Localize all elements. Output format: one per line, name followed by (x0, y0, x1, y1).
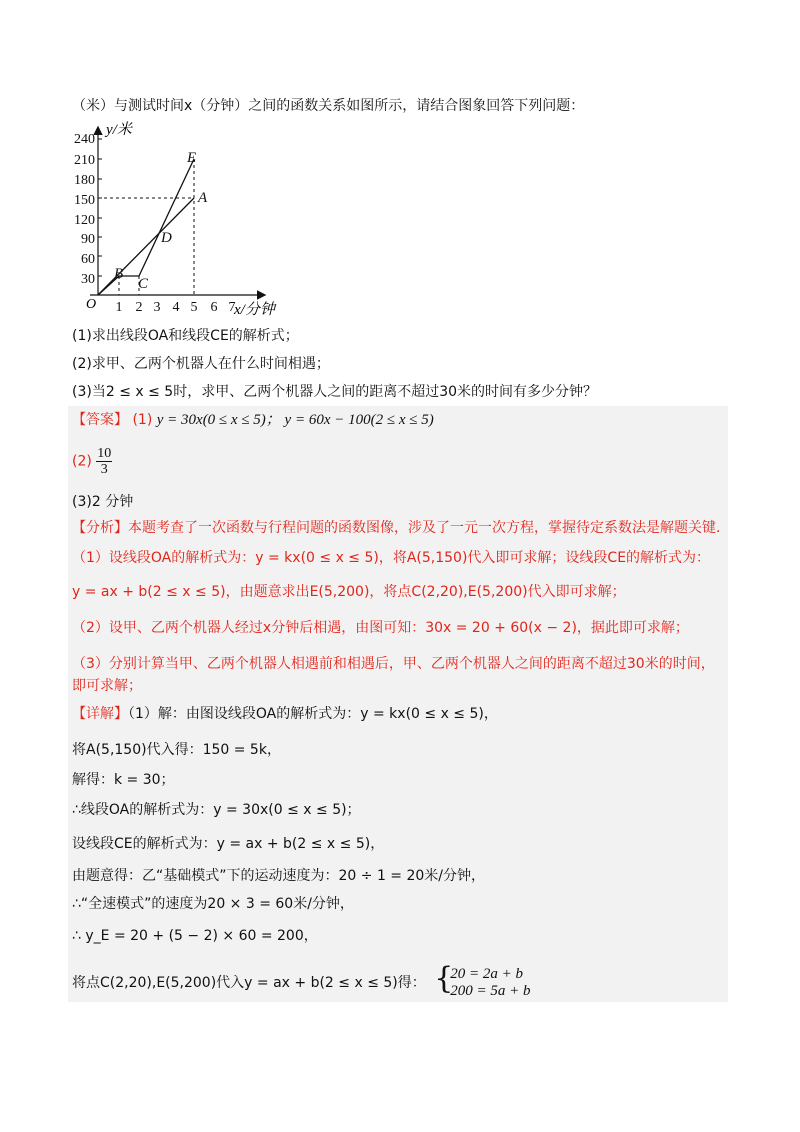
origin-label: O (86, 297, 97, 312)
detail-line-6: 由题意得：乙“基础模式”下的运动速度为：20 ÷ 1 = 20米/分钟， (72, 868, 486, 884)
analysis-p3-line1: （3）分别计算当甲、乙两个机器人相遇前和相遇后，甲、乙两个机器人之间的距离不超过30米的时间， (72, 656, 715, 672)
fraction-numerator: 10 (97, 446, 112, 461)
analysis-intro (72, 518, 730, 538)
detail-line-3: 解得：k = 30； (72, 772, 175, 788)
x-axis-label: x/分钟 (234, 302, 275, 318)
y-tick: 120 (74, 213, 95, 228)
answer-1-number: (1) (132, 412, 153, 428)
system-eq-1: 20 = 2a + b (450, 966, 523, 982)
fraction-denominator: 3 (100, 462, 108, 477)
answer-1: y = 30x(0 ≤ x ≤ 5)； y = 60x − 100(2 ≤ x ≤ 5) (156, 412, 434, 428)
intro-text: （米）与测试时间x（分钟）之间的函数关系如图所示，请结合图象回答下列问题： (72, 98, 585, 114)
answer-line-1 (72, 410, 434, 430)
analysis-tag: 【分析】 (72, 520, 128, 536)
detail-tag: 【详解】 (72, 706, 128, 722)
answer-2-number: (2) (72, 453, 92, 470)
detail-line-2: 将A(5,150)代入得：150 = 5k， (72, 742, 281, 758)
answer-line-2 (72, 446, 112, 477)
y-tick: 150 (74, 193, 95, 208)
x-tick: 7 (228, 300, 236, 315)
x-tick: 4 (172, 300, 180, 315)
segment-OBCE (98, 159, 194, 295)
question-3: (3)当2 ≤ x ≤ 5时，求甲、乙两个机器人之间的距离不超过30米的时间有多少分钟？ (72, 384, 598, 400)
detail-line-8: ∴ y_E = 20 + (5 − 2) × 60 = 200， (72, 928, 318, 944)
function-graph (68, 118, 288, 318)
equation-system (434, 961, 531, 1000)
y-tick: 60 (81, 252, 95, 267)
x-tick: 6 (210, 300, 218, 315)
point-A-label: A (198, 190, 208, 206)
y-ticks (74, 132, 95, 287)
y-tick: 180 (74, 173, 95, 188)
point-D-label: D (161, 230, 172, 246)
analysis-intro-text: 本题考查了一次函数与行程问题的函数图像，涉及了一元一次方程，掌握待定系数法是解题关键． (128, 520, 730, 536)
analysis-p1-line2: y = ax + b(2 ≤ x ≤ 5)，由题意求出E(5,200)，将点C(2,20),E(5,200)代入即可求解； (72, 584, 626, 600)
answer-3: (3)2 分钟 (72, 494, 134, 510)
detail-l9: 将点C(2,20),E(5,200)代入y = ax + b(2 ≤ x ≤ 5)得： (72, 975, 426, 991)
answer-tag: 【答案】 (72, 412, 128, 428)
point-C-label: C (138, 276, 149, 292)
y-tick: 240 (74, 132, 95, 147)
system-eq-2: 200 = 5a + b (450, 983, 531, 999)
detail-line-7: ∴“全速模式”的速度为20 × 3 = 60米/分钟， (72, 896, 354, 912)
answer-line-3 (72, 492, 133, 512)
x-tick: 1 (115, 300, 123, 315)
y-tick: 30 (81, 272, 95, 287)
point-B-label: B (114, 266, 124, 282)
detail-line-4: ∴线段OA的解析式为：y = 30x(0 ≤ x ≤ 5)； (72, 802, 361, 818)
question-2: (2)求甲、乙两个机器人在什么时间相遇； (72, 356, 330, 372)
system-brace: { (434, 961, 454, 996)
y-tick: 90 (81, 232, 95, 247)
question-1: (1)求出线段OA和线段CE的解析式； (72, 328, 299, 344)
detail-line-9 (72, 961, 531, 1000)
answer-2-fraction (96, 446, 112, 477)
analysis-p2: （2）设甲、乙两个机器人经过x分钟后相遇，由图可知：30x = 20 + 60(x − 2)，据此即可求解； (72, 620, 689, 636)
y-tick: 210 (74, 153, 95, 168)
detail-line-1 (72, 704, 498, 724)
x-tick: 5 (190, 300, 198, 315)
detail-l1: （1）解：由图设线段OA的解析式为：y = kx(0 ≤ x ≤ 5)， (128, 706, 498, 722)
analysis-p1-line1: （1）设线段OA的解析式为：y = kx(0 ≤ x ≤ 5)，将A(5,150)代入即可求解；设线段CE的解析式为： (72, 550, 711, 566)
point-E-label: E (187, 150, 197, 166)
x-ticks (116, 300, 236, 315)
x-tick: 2 (135, 300, 143, 315)
x-tick: 3 (153, 300, 161, 315)
detail-line-5: 设线段CE的解析式为：y = ax + b(2 ≤ x ≤ 5)， (72, 836, 385, 852)
y-axis-label: y/米 (106, 122, 132, 138)
analysis-p3-line2: 即可求解； (72, 678, 142, 694)
